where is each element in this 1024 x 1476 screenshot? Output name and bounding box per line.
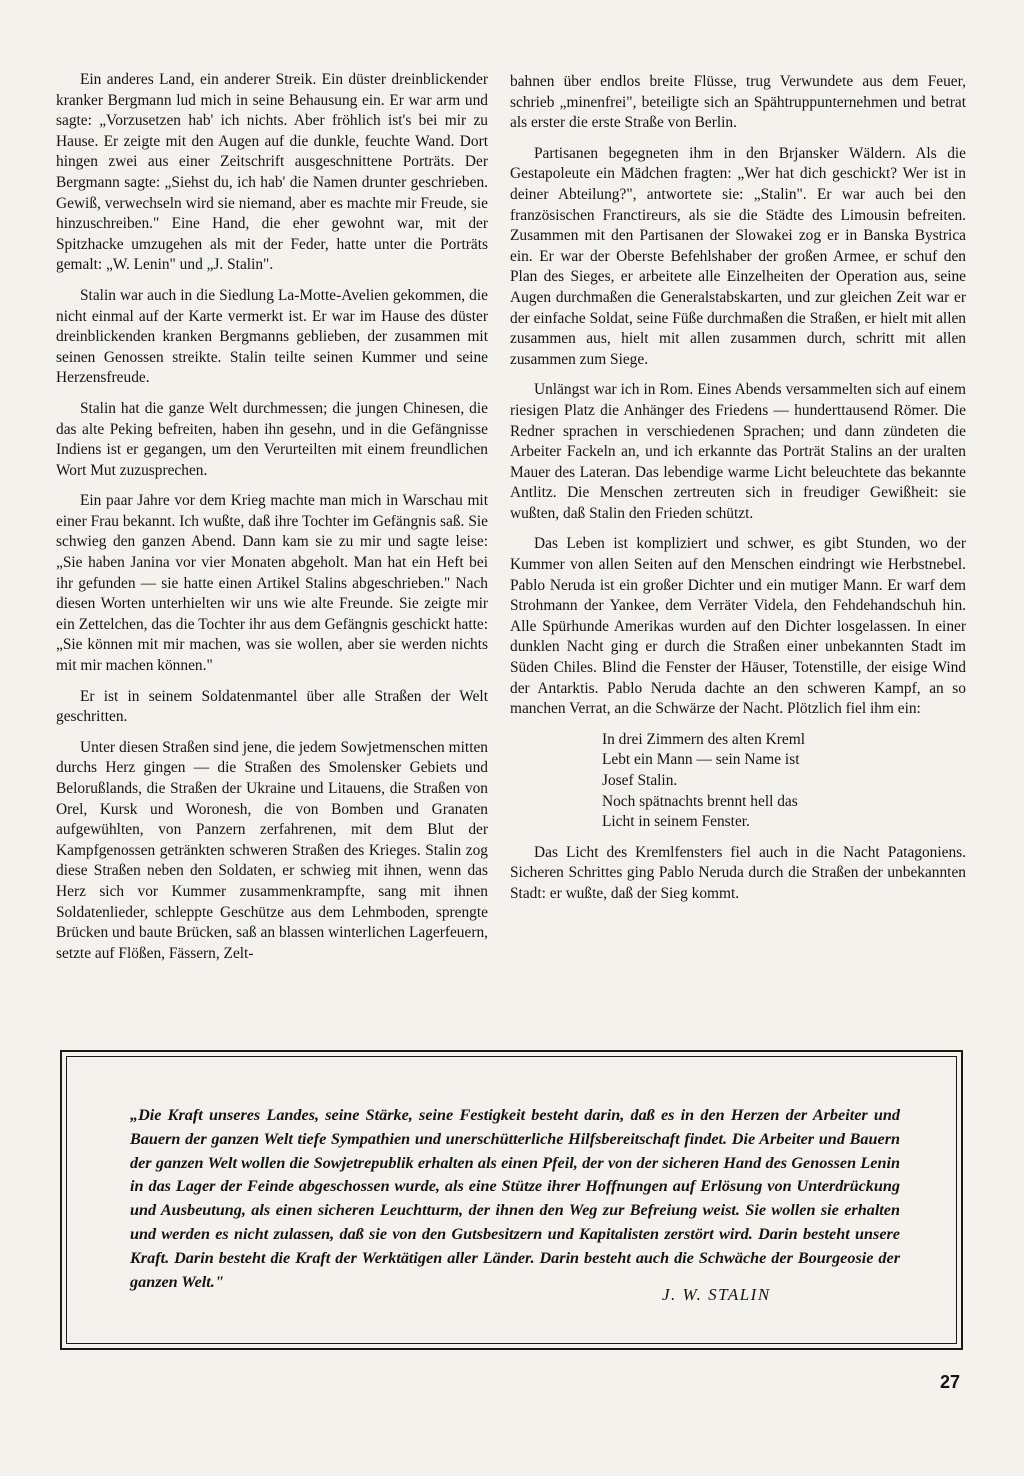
quote-author: J. W. STALIN [662, 1285, 771, 1304]
paragraph: Stalin war auch in die Siedlung La-Motte-Avelien gekommen, die nicht einmal auf der Karte vermerkt ist. Er war im Hause des düster dreinblickenden kranken Bergmanns geblieben, der zusammen mit seinen Genossen streikte. Stalin teilte seinen Kummer und seine Herzensfreude. [56, 286, 488, 387]
page-number: 27 [940, 1372, 961, 1392]
paragraph: Unter diesen Straßen sind jene, die jedem Sowjetmenschen mitten durchs Herz gingen — die Straßen des Smolensker Gebiets und Belorußlands, die Straßen der Ukraine und Litauens, die Straßen von Orel, Kursk und Woronesh, die von Bomben und Granaten aufgewühlten, von Panzern zerfahrenen, mit dem Blut der Kampfgenossen getränkten schweren Straßen des Krieges. Stalin zog diese Straßen neben den Soldaten, er schwieg mit ihnen, wenn das Herz sich vor Kummer zusammenkrampfte, sang mit ihnen Soldatenlieder, schleppte Geschütze aus dem Lehmboden, sprengte Brücken und baute Brücken, saß an blassen winterlichen Lagerfeuern, setzte auf Flößen, Fässern, Zelt- [56, 738, 488, 962]
poem-line: Noch spätnachts brennt hell das [602, 792, 798, 810]
right-column [510, 72, 966, 915]
paragraph: Ein paar Jahre vor dem Krieg machte man mich in Warschau mit einer Frau bekannt. Ich wußte, daß ihre Tochter im Gefängnis saß. Sie schwieg den ganzen Abend. Dann kam sie zu mir und sagte leise: „Sie haben Janina vor vier Monaten abgeholt. Man hat ein Heft bei ihr gefunden — sie hatte einen Artikel Stalins abgeschrieben." Nach diesen Worten unterhielten wir uns wie alte Freunde. Sie zeigte mir ein Zettelchen, das die Tochter ihr aus dem Gefängnis geschickt hatte: „Sie können mit mir machen, was sie wollen, aber sie werden nichts mit mir machen können." [56, 492, 488, 675]
paragraph: Partisanen begegneten ihm in den Brjansker Wäldern. Als die Gestapoleute ein Mädchen fragten: „Wer hat dich geschickt? Wer ist in deiner Abteilung?", antwortete sie: „Stalin". Er war auch bei den französischen Franctireurs, als sie die Städte des Limousin befreiten. Zusammen mit den Partisanen der Slowakei zog er in Banska Bystrica ein. Er war der Oberste Befehlshaber der großen Armee, er schuf den Plan des Sieges, er arbeitete alle Einzelheiten der Operation aus, seine Augen durchmaßen die Generalstabskarten, und zur gleichen Zeit war er der einfache Soldat, seine Füße durchmaßen die Straßen, er hielt mit allen zusammen aus, hielt mit allen zusammen durch, schritt mit allen zusammen zum Siege. [510, 144, 966, 368]
paragraph: Er ist in seinem Soldatenmantel über alle Straßen der Welt geschritten. [56, 687, 488, 726]
poem-line: In drei Zimmern des alten Kreml [602, 730, 806, 748]
quote-text: „Die Kraft unseres Landes, seine Stärke, seine Festigkeit besteht darin, daß es in den Herzen der Arbeiter und Bauern der ganzen Welt tiefe Sympathien und unerschütterliche Hilfsbereitschaft findet. Die Arbeiter und Bauern der ganzen Welt wollen die Sowjetrepublik erhalten als einen Pfeil, der von der sicheren Hand des Genossen Lenin in das Lager der Feinde abgeschossen wurde, als eine Stütze ihrer Hoffnungen auf Erlösung von Unterdrückung und Ausbeutung, als einen sicheren Leuchtturm, der ihnen den Weg zur Befreiung weist. Sie wollen sie erhalten und werden es nicht zulassen, daß sie von den Gutsbesitzern und Kapitalisten zerstört wird. Darin besteht unsere Kraft. Darin besteht die Kraft der Werktätigen aller Länder. Darin besteht auch die Schwäche der Bourgeosie der ganzen Welt." [130, 1106, 900, 1291]
poem [602, 730, 966, 833]
paragraph: Stalin hat die ganze Welt durchmessen; die jungen Chinesen, die das alte Peking befreiten, haben ihn gesehn, und in die Gefängnisse Indiens ist er gegangen, um den Verurteilten mit einem freundlichen Wort Mut zuzusprechen. [56, 399, 488, 479]
poem-line: Josef Stalin. [602, 772, 678, 789]
paragraph: Das Licht des Kremlfensters fiel auch in die Nacht Patagoniens. Sicheren Schrittes ging Pablo Neruda durch die Straßen der unbekannten Stadt: er wußte, daß der Sieg kommt. [510, 843, 966, 902]
paragraph: Das Leben ist kompliziert und schwer, es gibt Stunden, wo der Kummer von allen Seiten auf den Menschen eindringt wie Herbstnebel. Pablo Neruda ist ein großer Dichter und ein mutiger Mann. Er warf dem Strohmann der Yankee, dem Verräter Videla, den Fehdehandschuh hin. Alle Spürhunde Amerikas wurden auf den Dichter losgelassen. In einer dunklen Nacht ging er durch die Straßen einer unbekannten Stadt im Süden Chiles. Blind die Fenster der Häuser, Totenstille, der eisige Wind der Antarktis. Pablo Neruda dachte an den schweren Kampf, an so manchen Verrat, an die Schwärze der Nacht. Plötzlich fiel ihm ein: [510, 535, 966, 718]
poem-line: Licht in seinem Fenster. [602, 813, 750, 831]
paragraph: Ein anderes Land, ein anderer Streik. Ein düster dreinblickender kranker Bergmann lud mich in seine Behausung ein. Er war arm und sagte: „Vorzusetzen hab' ich nichts. Aber fröhlich ist's bei mir zu Hause. Er zeigte mit den Augen auf die dunkle, feuchte Wand. Dort hingen zwei aus einer Zeitschrift ausgeschnittene Porträts. Der Bergmann sagte: „Siehst du, ich hab' die Namen drunter geschrieben. Gewiß, verwechseln wird sie niemand, aber es machte mir Freude, sie hinzuschreiben." Eine Hand, die eher gewohnt war, mit der Spitzhacke umzugehen als mit der Feder, hatte unter die Porträts gemalt: „W. Lenin" und „J. Stalin". [56, 71, 488, 274]
quote-box [60, 1050, 963, 1350]
paragraph: Unlängst war ich in Rom. Eines Abends versammelten sich auf einem riesigen Platz die Anhänger des Friedens — hunderttausend Römer. Die Redner sprachen in verschiedenen Sprachen; und dann zündeten die Arbeiter Fackeln an, und ich erkannte das Porträt Stalins an der uralten Mauer des Lateran. Das lebendige warme Licht beleuchtete das bekannte Antlitz. Die Menschen zertreuten sich in freudiger Gewißheit: sie wußten, daß Stalin den Frieden schützt. [510, 381, 966, 522]
paragraph-continuation: bahnen über endlos breite Flüsse, trug Verwundete aus dem Feuer, schrieb „minenfrei", beteiligte sich an Spähtruppunternehmen und betrat als erster die erste Straße von Berlin. [510, 73, 966, 132]
left-column [56, 70, 488, 974]
poem-line: Lebt ein Mann — sein Name ist [602, 751, 800, 769]
